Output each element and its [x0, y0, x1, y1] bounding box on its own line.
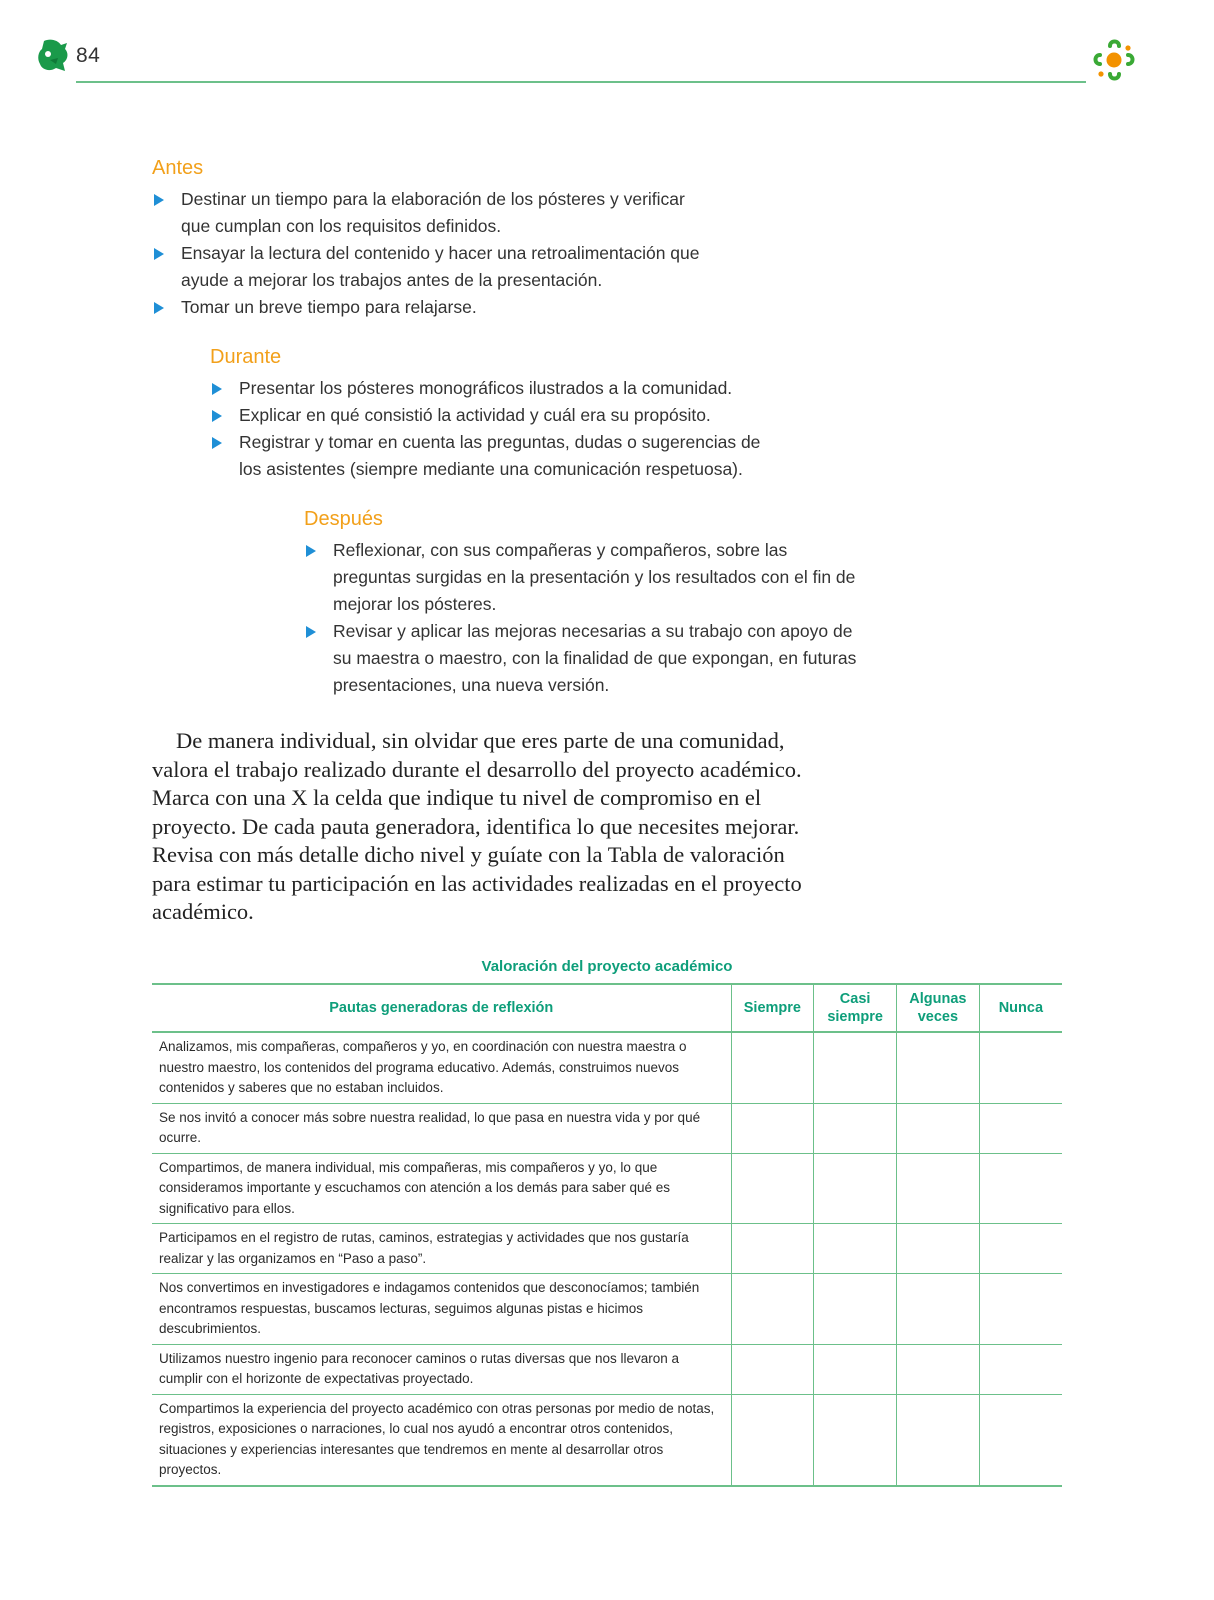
table-row [152, 1032, 1062, 1103]
list-item-text: Presentar los pósteres monográficos ilustrados a la comunidad. [239, 378, 733, 398]
triangle-bullet-icon [154, 194, 164, 206]
mark-cell-casi-siempre[interactable] [814, 1394, 897, 1486]
list-item-text: Tomar un breve tiempo para relajarse. [181, 297, 477, 317]
table-row [152, 1103, 1062, 1153]
mark-cell-siempre[interactable] [731, 1344, 814, 1394]
triangle-bullet-icon [154, 302, 164, 314]
mark-cell-algunas-veces[interactable] [897, 1032, 980, 1103]
table-row [152, 1344, 1062, 1394]
mark-cell-nunca[interactable] [979, 1394, 1062, 1486]
mark-cell-nunca[interactable] [979, 1274, 1062, 1345]
pauta-text: Nos convertimos en investigadores e indagamos contenidos que desconocíamos; también encontramos respuestas, buscamos lecturas, seguimos algunas pistas e hicimos descubrimientos. [159, 1280, 700, 1336]
triangle-bullet-icon [212, 437, 222, 449]
table-row [152, 1153, 1062, 1224]
mark-cell-nunca[interactable] [979, 1032, 1062, 1103]
mark-cell-siempre[interactable] [731, 1103, 814, 1153]
mark-cell-siempre[interactable] [731, 1274, 814, 1345]
mark-cell-nunca[interactable] [979, 1103, 1062, 1153]
pauta-text: Compartimos, de manera individual, mis compañeras, mis compañeros y yo, lo que consideramos importante y escuchamos con atención a los demás para saber qué es significativo para ellos. [159, 1159, 671, 1216]
section-despues [304, 508, 864, 699]
pauta-text: Utilizamos nuestro ingenio para reconocer caminos o rutas diversas que nos llevaron a cumplir con el horizonte de expectativas proyectado. [159, 1350, 680, 1386]
list-item [304, 618, 864, 699]
mark-cell-siempre[interactable] [731, 1153, 814, 1224]
triangle-bullet-icon [154, 248, 164, 260]
bullet-list [152, 186, 712, 321]
section-title: Después [304, 508, 383, 530]
list-item [152, 294, 712, 321]
page-number: 84 [76, 44, 101, 67]
bullet-list [210, 375, 770, 483]
list-item [152, 240, 712, 294]
mark-cell-casi-siempre[interactable] [814, 1153, 897, 1224]
mark-cell-algunas-veces[interactable] [897, 1394, 980, 1486]
pauta-text: Compartimos la experiencia del proyecto académico con otras personas por medio de notas, registros, exposiciones o narraciones, lo cual nos ayudó a encontrar otros contenidos, situaciones y experiencias interesantes que tendremos en mente al desarrollar otros proyectos. [159, 1400, 715, 1477]
triangle-bullet-icon [212, 410, 222, 422]
mark-cell-algunas-veces[interactable] [897, 1153, 980, 1224]
table-header-row [152, 984, 1062, 1032]
table-row [152, 1224, 1062, 1274]
table-row [152, 1274, 1062, 1345]
section-antes [152, 157, 712, 321]
mark-cell-casi-siempre[interactable] [814, 1344, 897, 1394]
mark-cell-casi-siempre[interactable] [814, 1032, 897, 1103]
header-siempre: Siempre [731, 984, 814, 1032]
green-figure-logo-icon [36, 38, 70, 74]
mark-cell-algunas-veces[interactable] [897, 1274, 980, 1345]
mark-cell-nunca[interactable] [979, 1153, 1062, 1224]
list-item [152, 186, 712, 240]
mark-cell-casi-siempre[interactable] [814, 1274, 897, 1345]
mark-cell-casi-siempre[interactable] [814, 1224, 897, 1274]
section-durante [210, 346, 770, 483]
list-item [210, 375, 770, 402]
list-item [304, 537, 864, 618]
mark-cell-siempre[interactable] [731, 1224, 814, 1274]
mark-cell-nunca[interactable] [979, 1344, 1062, 1394]
list-item-text: Reflexionar, con sus compañeras y compañeros, sobre las preguntas surgidas en la presentación y los resultados con el fin de mejorar los pósteres. [333, 540, 856, 614]
list-item [210, 402, 770, 429]
list-item-text: Registrar y tomar en cuenta las preguntas, dudas o sugerencias de los asistentes (siempre mediante una comunicación respetuosa). [239, 432, 761, 479]
triangle-bullet-icon [306, 545, 316, 557]
list-item-text: Explicar en qué consistió la actividad y cuál era su propósito. [239, 405, 711, 425]
header-rule [76, 81, 1086, 83]
pauta-text: Analizamos, mis compañeras, compañeros y yo, en coordinación con nuestra maestra o nuestro maestro, los contenidos del programa educativo. Además, construimos nuevos contenidos y saberes que no estaban incluidos. [159, 1039, 687, 1095]
triangle-bullet-icon [306, 626, 316, 638]
mark-cell-nunca[interactable] [979, 1224, 1062, 1274]
mark-cell-algunas-veces[interactable] [897, 1344, 980, 1394]
mark-cell-algunas-veces[interactable] [897, 1224, 980, 1274]
list-item-text: Destinar un tiempo para la elaboración de los pósteres y verificar que cumplan con los requisitos definidos. [181, 189, 685, 236]
bullet-list [304, 537, 864, 699]
header-pautas: Pautas generadoras de reflexión [329, 1000, 554, 1016]
table-row [152, 1394, 1062, 1486]
mark-cell-algunas-veces[interactable] [897, 1103, 980, 1153]
list-item-text: Ensayar la lectura del contenido y hacer una retroalimentación que ayude a mejorar los trabajos antes de la presentación. [181, 243, 700, 290]
pauta-text: Participamos en el registro de rutas, caminos, estrategias y actividades que nos gustaría realizar y las organizamos en “Paso a paso”. [159, 1230, 689, 1266]
pauta-text: Se nos invitó a conocer más sobre nuestra realidad, lo que pasa en nuestra vida y por qué ocurre. [159, 1109, 701, 1145]
mark-cell-siempre[interactable] [731, 1032, 814, 1103]
orange-green-circle-emblem-icon [1088, 34, 1140, 86]
list-item-text: Revisar y aplicar las mejoras necesarias a su trabajo con apoyo de su maestra o maestro, con la finalidad de que expongan, en futuras presentaciones, una nueva versión. [333, 621, 857, 695]
header-casi-siempre: Casi siempre [814, 984, 897, 1032]
table-title: Valoración del proyecto académico [481, 958, 733, 975]
section-title: Antes [152, 157, 204, 179]
evaluation-table [152, 983, 1062, 1487]
triangle-bullet-icon [212, 383, 222, 395]
mark-cell-siempre[interactable] [731, 1394, 814, 1486]
intro-paragraph: De manera individual, sin olvidar que eres parte de una comunidad, valora el trabajo realizado durante el desarrollo del proyecto académico. Marca con una X la celda que indique tu nivel de compromiso en el proyecto. De cada pauta generadora, identifica lo que necesites mejorar. Revisa con más detalle dicho nivel y guíate con la Tabla de valoración para estimar tu participación en las actividades realizadas en el proyecto académico. [152, 728, 802, 924]
header-nunca: Nunca [979, 984, 1062, 1032]
header-algunas-veces: Algunas veces [897, 984, 980, 1032]
mark-cell-casi-siempre[interactable] [814, 1103, 897, 1153]
list-item [210, 429, 770, 483]
section-title: Durante [210, 346, 282, 368]
